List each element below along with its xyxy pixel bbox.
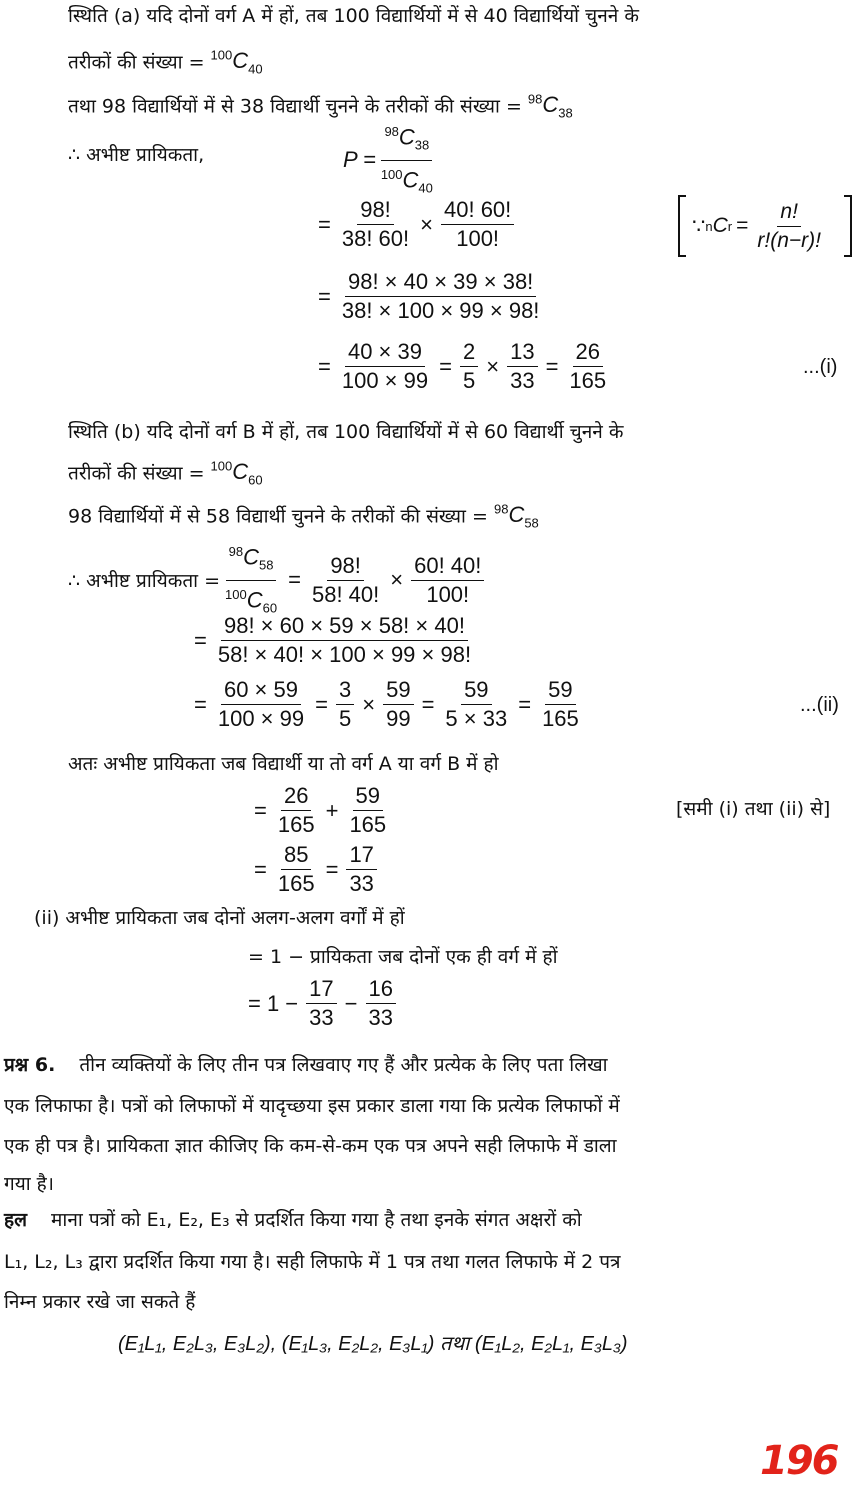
case-a-s3-den2: 5 xyxy=(462,368,476,393)
case-a-s3-den1: 100 × 99 xyxy=(341,368,429,393)
case-a-s2-den: 38! × 100 × 99 × 98! xyxy=(341,298,540,323)
total-step-1: = $\frac{26}{165}$ + $\frac{59}{165}$ xyxy=(248,782,391,839)
case-b-line-3 xyxy=(68,498,539,536)
case-a-s3-num3: 13 xyxy=(507,338,537,367)
part-ii-den1: 33 xyxy=(309,1005,334,1030)
case-a-s3-den3: 33 xyxy=(510,368,535,393)
case-b-s3-den1: 100 × 99 xyxy=(217,706,305,731)
case-a-line-3-sup: 98 xyxy=(527,92,543,107)
case-a-line-2-sub: 40 xyxy=(248,61,263,77)
case-b-s3-den4: 5 × 33 xyxy=(445,706,508,731)
page-number: 196 xyxy=(760,1438,838,1484)
case-a-p-fraction xyxy=(343,118,438,202)
case-a-line-2-var: C xyxy=(232,48,249,74)
total-t2-num1: 85 xyxy=(281,841,311,870)
part-ii-den2: 33 xyxy=(368,1005,393,1030)
part-ii-line-2: = 1 − प्रायिकता जब दोनों एक ही वर्ग में हों xyxy=(248,946,558,968)
case-a-step-1: = $\frac{98!}{38! 60!}$ × $\frac{40! 60!}{100!}$ xyxy=(312,196,516,253)
case-b-step-3: = $\frac{60 \times 59}{100 \times 99}$ = $\frac{3}{5}$ × $\frac{59}{99}$ = $\frac{59}{5 \times 33}$ = $\frac{59}{165}$ xyxy=(188,676,584,733)
part-ii-num2: 16 xyxy=(366,975,396,1004)
total-t2-den2: 33 xyxy=(349,871,374,896)
case-b-line-2 xyxy=(68,455,263,493)
case-a-s2-num: 98! × 40 × 39 × 38! xyxy=(345,268,536,297)
case-a-line-2 xyxy=(68,44,263,82)
case-b-prob-label: ∴ अभीष्ट प्रायिकता = xyxy=(68,570,221,593)
case-b-s3-num4: 59 xyxy=(461,676,491,705)
solution-line-1 xyxy=(4,1208,850,1232)
case-a-prob-label: ∴ अभीष्ट प्रायिकता, xyxy=(68,144,205,166)
total-t1-den1: 165 xyxy=(277,812,315,837)
case-a-s1-den1: 38! 60! xyxy=(341,226,410,251)
case-b-f-den-var: C xyxy=(246,587,263,613)
case-b-s1-num1: 98! xyxy=(327,552,364,581)
solution-line-3: निम्न प्रकार रखे जा सकते हैं xyxy=(4,1291,196,1313)
case-a-s3-num2: 2 xyxy=(460,338,478,367)
case-b-s3-num2: 3 xyxy=(336,676,354,705)
case-b-s1-den2: 100! xyxy=(426,581,470,607)
formula-eq: = xyxy=(736,214,749,237)
case-a-p-den-sub: 40 xyxy=(418,180,433,196)
case-b-s2-num: 98! × 60 × 59 × 58! × 40! xyxy=(221,612,468,641)
case-a-s1-num2: 40! 60! xyxy=(441,196,514,225)
solution-line-4: (E₁L₁, E₂L₃, E₃L₂), (E₁L₃, E₂L₂, E₃L₁) तथा (E₁L₂, E₂L₁, E₃L₃) xyxy=(118,1333,628,1355)
question-6-line-1-text: तीन व्यक्तियों के लिए तीन पत्र लिखवाए गए हैं और प्रत्येक के लिए पता लिखा xyxy=(79,1054,608,1076)
case-a-p-den-sup: 100 xyxy=(380,166,403,182)
question-6-label: प्रश्न 6. xyxy=(4,1054,56,1076)
case-b-line-2-text: तरीकों की संख्या = xyxy=(68,462,211,485)
total-line: अतः अभीष्ट प्रायिकता जब विद्यार्थी या तो वर्ग A या वर्ग B में हो xyxy=(68,753,499,775)
case-b-s1-num2: 60! 40! xyxy=(411,552,484,581)
part-ii-num1: 17 xyxy=(306,975,336,1004)
case-a-line-3-text: तथा 98 विद्यार्थियों में से 38 विद्यार्थी चुनने के तरीकों की संख्या = xyxy=(68,95,528,118)
formula-sub: r xyxy=(727,218,733,234)
case-a-s3-den4: 165 xyxy=(569,368,607,393)
case-a-s3-num4: 26 xyxy=(573,338,603,367)
case-a-p-num-sub: 38 xyxy=(414,137,430,153)
case-a-line-2-sup: 100 xyxy=(210,48,233,63)
combination-formula xyxy=(678,195,852,257)
solution-line-1-text: माना पत्रों को E₁, E₂, E₃ से प्रदर्शित किया गया है तथा इनके संगत अक्षरों को xyxy=(51,1209,582,1231)
total-step-2: = $\frac{85}{165}$ = $\frac{17}{33}$ xyxy=(248,841,379,898)
case-b-line-3-var: C xyxy=(508,502,525,528)
case-a-p-num-var: C xyxy=(398,124,415,150)
case-a-s3-num1: 40 × 39 xyxy=(345,338,425,367)
question-6-line-2: एक लिफाफा है। पत्रों को लिफाफों में यादृच्छया इस प्रकार डाला गया कि प्रत्येक लिफाफों में xyxy=(4,1095,620,1117)
case-b-f-den-sup: 100 xyxy=(225,586,247,602)
total-t2-num2: 17 xyxy=(346,841,376,870)
case-b-line-2-var: C xyxy=(232,459,249,485)
case-a-p-den-var: C xyxy=(402,167,419,193)
total-t1-num2: 59 xyxy=(353,782,383,811)
case-b-f-den-sub: 60 xyxy=(262,600,278,616)
case-a-line-2-text: तरीकों की संख्या = xyxy=(68,51,211,74)
case-b-s1-den1: 58! 40! xyxy=(311,581,380,607)
case-a-s1-num1: 98! xyxy=(357,196,394,225)
case-b-f-num-sub: 58 xyxy=(259,557,274,573)
total-t1-num1: 26 xyxy=(281,782,311,811)
case-b-s3-den2: 5 xyxy=(338,706,352,731)
question-6-line-4: गया है। xyxy=(4,1173,54,1195)
part-ii-line-3-prefix: = 1 − xyxy=(248,990,299,1016)
case-b-s3-num1: 60 × 59 xyxy=(221,676,301,705)
part-ii-line-1: (ii) अभीष्ट प्रायिकता जब दोनों अलग-अलग वर्गों में हों xyxy=(34,907,405,929)
case-b-step-2: = $\frac{98! \times 60 \times 59 \times 58! \times 40!}{58! \times 40! \times 100 \times 99 \times 98!}$ xyxy=(188,612,476,669)
case-b-s3-den5: 165 xyxy=(542,706,579,731)
question-6-line-1 xyxy=(4,1053,850,1077)
case-a-line-3-sub: 38 xyxy=(558,105,573,121)
case-b-line-2-sub: 60 xyxy=(248,472,263,488)
case-a-step-2: = $\frac{98! \times 40 \times 39 \times 38!}{38! \times 100 \times 99 \times 98!}$ xyxy=(312,268,544,325)
case-b-s3-num3: 59 xyxy=(383,676,413,705)
case-b-eq-ref: ...(ii) xyxy=(800,694,839,716)
case-b-f-num-var: C xyxy=(243,544,260,570)
part-ii-line-3: = 1 − $\frac{17}{33}$ − $\frac{16}{33}$ xyxy=(248,975,398,1032)
case-a-eq-ref: ...(i) xyxy=(803,356,838,378)
formula-den: r!(n−r)! xyxy=(757,228,821,252)
case-a-step-3: = $\frac{40 \times 39}{100 \times 99}$ = $\frac{2}{5}$ × $\frac{13}{33}$ = $\frac{26}{165}$ xyxy=(312,338,611,395)
case-b-f-num-sup: 98 xyxy=(228,544,244,559)
case-a-line-3 xyxy=(68,88,573,126)
case-b-line-3-sub: 58 xyxy=(524,515,539,531)
case-b-line-3-text: 98 विद्यार्थियों में से 58 विद्यार्थी चुनने के तरीकों की संख्या = xyxy=(68,505,494,528)
case-b-s3-den3: 99 xyxy=(386,706,411,731)
formula-sup: n xyxy=(705,218,713,234)
total-ref: [समी (i) तथा (ii) से] xyxy=(676,798,831,820)
solution-line-2: L₁, L₂, L₃ द्वारा प्रदर्शित किया गया है। सही लिफाफे में 1 पत्र तथा गलत लिफाफे में 2 पत्र xyxy=(4,1251,621,1273)
case-b-s3-num5: 59 xyxy=(545,676,575,705)
case-a-s1-den2: 100! xyxy=(456,226,500,251)
case-a-line-1: स्थिति (a) यदि दोनों वर्ग A में हों, तब 100 विद्यार्थियों में से 40 विद्यार्थियों चुनने के xyxy=(68,5,639,27)
case-b-line-2-sup: 100 xyxy=(210,459,233,474)
solution-label: हल xyxy=(4,1209,27,1231)
case-b-step-1: ∴ अभीष्ट प्रायिकता = $\frac{^{98}C_{58}}{^{100}C_{60}}$ = $\frac{98!}{58! 40!}$ × $\frac{60! 40!}{100!}$ xyxy=(68,538,486,622)
case-a-p-var: P = xyxy=(343,147,376,173)
case-a-line-3-var: C xyxy=(542,92,559,118)
formula-var: C xyxy=(712,214,728,237)
question-6-line-3: एक ही पत्र है। प्रायिकता ज्ञात कीजिए कि कम-से-कम एक पत्र अपने सही लिफाफे में डाला xyxy=(4,1135,617,1157)
case-a-p-num-sup: 98 xyxy=(384,124,399,139)
case-b-s2-den: 58! × 40! × 100 × 99 × 98! xyxy=(217,642,472,667)
case-b-line-1: स्थिति (b) यदि दोनों वर्ग B में हों, तब 100 विद्यार्थियों में से 60 विद्यार्थी चुनने के xyxy=(68,421,624,443)
case-b-line-3-sup: 98 xyxy=(493,502,509,517)
total-t1-den2: 165 xyxy=(349,812,387,837)
formula-prefix: ∵ xyxy=(692,214,706,238)
formula-num: n! xyxy=(777,198,801,227)
total-t2-den1: 165 xyxy=(277,871,315,896)
